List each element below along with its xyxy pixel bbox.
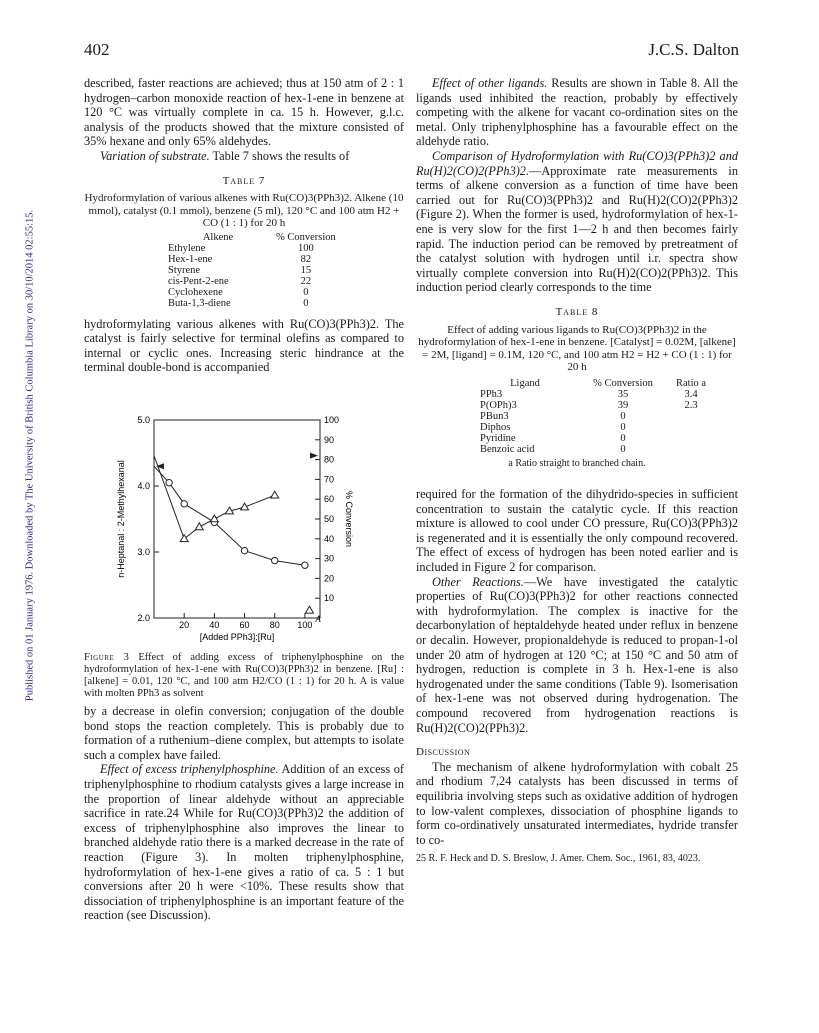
y2-axis-label: % Conversion: [344, 490, 354, 548]
table8-row: [476, 389, 710, 400]
table8-cell: 0: [620, 432, 626, 444]
table8-cell: 3.4: [684, 388, 698, 400]
triangle-series-line: [154, 456, 275, 539]
plot-frame: [154, 420, 320, 618]
right-paragraph-2: [416, 149, 738, 295]
table7-cell: cis-Pent-2-ene: [168, 275, 229, 287]
table7: [164, 232, 340, 309]
x-tick-label: 100: [297, 620, 313, 630]
right-paragraph-3: required for the formation of the dihydrido-species in sufficient concentration to sustain the catalytic cycle. If this reaction mixture is allowed to cool under CO pressure, Ru(CO)3(PPh3)2 is regenerated and it is essentially the only compound recovered. The effect of excess of hydrogen has been noted earlier and is included in Figure 2 for comparison.: [416, 487, 738, 575]
figure3: [84, 408, 404, 648]
right-paragraph-1: [416, 76, 738, 149]
left-column: [84, 76, 404, 375]
table7-row: [164, 265, 340, 276]
table8-caption: Table 8: [555, 305, 599, 318]
table7-cell: 100: [298, 242, 314, 254]
table8-row: [476, 411, 710, 422]
right-paragraph-2-text: —Approximate rate measurements in terms of alkene conversion as a function of time have been carried out for Ru(CO)3(PPh3)2 and Ru(H)2(CO)2(PPh3)2 (Figure 2). When the former is used, hydroformylation of hex-1-ene is very slow for the first 1—2 h and then becomes fairly rapid. The induction period can be removed by pretreatment of the catalyst solution with hydrogen until i.r. spectra show virtually complete conversion into Ru(H)2(CO)2(PPh3)2. This induction period clearly corresponds to the time: [416, 163, 738, 295]
y2-tick-label: 10: [324, 593, 335, 604]
table7-description: Hydroformylation of various alkenes with Ru(CO)3(PPh3)2. Alkene (10 mmol), catalyst (0.1 mmol), benzene (5 ml), 120 °C and 100 atm H2 + CO (1 : 1) for 20 h: [84, 192, 404, 230]
table8-cell: [672, 422, 710, 433]
x-axis-label: [Added PPh3]:[Ru]: [199, 632, 275, 642]
table8-cell: [672, 411, 710, 422]
right-paragraph-4: [416, 575, 738, 736]
table8-row: [476, 433, 710, 444]
discussion-heading: Discussion: [416, 746, 471, 759]
table8-cell: 0: [620, 421, 626, 433]
left-column-lower: [84, 704, 404, 923]
circle-point: [241, 547, 247, 553]
table7-caption: Table 7: [222, 174, 266, 187]
table7-cell: 15: [300, 264, 312, 276]
ligands-heading: Effect of other ligands.: [432, 76, 548, 90]
table8-cell: Pyridine: [480, 432, 516, 444]
substrate-heading: Variation of substrate.: [100, 148, 210, 163]
figure3-chart: [84, 408, 404, 648]
right-paragraph-4-text: —We have investigated the catalytic properties of Ru(CO)3(PPh3)2 for other reactions connected with hydroformylation. The complex is inactive for the decarbonylation of heptaldehyde heated under reflux in benzene or decalin. However, propionaldehyde is reduced to propan-1-ol under 20 atm of hydrogen at 120 °C; at 150 °C and 50 atm of hydrogen, reduction is complete in 3 h. Hex-1-ene is also hydrogenated under the same conditions (Table 9). Isomerisation of hex-1-ene was not observed during hydrogenation. The compound recovered from hydrogenation reactions is Ru(H)2(CO)2(PPh3)2.: [416, 574, 738, 735]
circle-point: [181, 501, 187, 507]
triangle-point: [271, 491, 279, 498]
left-paragraph-4: by a decrease in olefin conversion; conjugation of the double bond stops the reaction completely. This is probably due to formation of a ruthenium–diene complex, but attempts to isolate such a complex have failed.: [84, 704, 404, 762]
table8: [476, 378, 710, 455]
y-axis-label: n-Heptanal : 2-Methylhexanal: [116, 460, 126, 578]
table8-note: a Ratio straight to branched chain.: [508, 457, 646, 469]
figure3-caption-label: Figure 3: [84, 652, 130, 663]
table8-cell: [672, 444, 710, 455]
table8-header: % Conversion: [593, 377, 653, 389]
table7-row: [164, 254, 340, 265]
left-paragraph-1: described, faster reactions are achieved; thus at 150 atm of 2 : 1 hydrogen–carbon monoxide reaction of hex-1-ene in benzene at 120 °C was virtually complete in ca. 15 h. However, g.l.c. analysis of the products showed that the mixture consisted of 35% hexane and only 65% aldehydes.: [84, 76, 404, 149]
table8-header: Ligand: [510, 377, 540, 389]
table8-row: [476, 444, 710, 455]
table8-cell: PPh3: [480, 388, 503, 400]
table7-row: [164, 287, 340, 298]
table8-cell: 0: [620, 443, 626, 455]
table7-cell: 0: [303, 286, 309, 298]
table8-cell: Benzoic acid: [480, 443, 535, 455]
x-tick-label: 40: [209, 620, 220, 630]
table7-cell: Buta-1,3-diene: [168, 297, 231, 309]
table7-cell: Cyclohexene: [168, 286, 223, 298]
right-axis-arrow: [310, 453, 318, 459]
journal-name: J.C.S. Dalton: [648, 40, 739, 59]
left-paragraph-2-text: Table 7 shows the results of: [212, 148, 350, 163]
table7-cell: 0: [303, 297, 309, 309]
ppph3-heading: Effect of excess triphenylphosphine.: [100, 762, 279, 777]
y2-tick-label: 80: [324, 454, 335, 465]
y2-tick-label: 30: [324, 553, 335, 564]
table8-description: Effect of adding various ligands to Ru(CO)3(PPh3)2 in the hydroformylation of hex-1-ene in benzene. [Catalyst] = 0.02M, [alkene] = 2M, [ligand] = 0.1M, 120 °C, and 100 atm H2 = H2 + CO (1 : 1) for 20 h: [418, 323, 736, 373]
table8-cell: 0: [620, 410, 626, 422]
table8-cell: [672, 433, 710, 444]
annotation-a-marker: [305, 606, 313, 613]
y-tick-label: 4.0: [137, 481, 150, 491]
table7-cell: Ethylene: [168, 242, 206, 254]
table7-row: [164, 276, 340, 287]
table7-cell: 82: [300, 253, 312, 265]
table8-cell: 39: [617, 399, 629, 411]
left-paragraph-5-text: Addition of an excess of triphenylphosphine to rhodium catalysts gives a large increase in the proportion of linear aldehyde without an appreciable sacrifice in rate.24 While for Ru(CO)3(PPh3)2 the addition of excess of triphenylphosphine also improves the linear to branched aldehyde ratio there is a marked decrease in the rate of reaction (Figure 3). In molten triphenylphosphine, hydroformylation of hex-1-ene gives a ratio of ca. 5 : 1 but conversions after 20 h were <10%. These results show that dissociation of triphenylphosphine is an important feature of the reaction (see Discussion).: [84, 762, 404, 923]
figure3-caption: [84, 652, 404, 700]
left-paragraph-2: [84, 149, 404, 164]
x-tick-label: 20: [179, 620, 190, 630]
table8-cell: Diphos: [480, 421, 511, 433]
table8-cell: PBun3: [480, 410, 509, 422]
y2-tick-label: 60: [324, 494, 335, 505]
triangle-point: [210, 515, 218, 522]
sidebar-provenance: Published on 01 January 1976. Downloaded by The University of British Columbia Library on 30/10/2014 02:55:15.: [24, 209, 36, 702]
right-column: [416, 76, 738, 865]
table7-header: % Conversion: [276, 231, 336, 243]
table8-cell: 2.3: [684, 399, 698, 411]
left-paragraph-3: hydroformylating various alkenes with Ru(CO)3(PPh3)2. The catalyst is fairly selective for terminal olefins as compared to internal or cyclic ones. Increasing steric hindrance at the terminal double-bond is accompanied: [84, 316, 404, 375]
y2-tick-label: 90: [324, 434, 335, 445]
circle-point: [302, 562, 308, 568]
annotation-a-label: A: [315, 614, 321, 625]
y-tick-label: 3.0: [137, 547, 150, 557]
triangle-point: [180, 535, 188, 542]
footnote: 25 R. F. Heck and D. S. Breslow, J. Amer. Chem. Soc., 1961, 83, 4023.: [416, 853, 701, 865]
page-number: 402: [84, 40, 110, 59]
circle-series-line: [154, 466, 305, 565]
y2-tick-label: 70: [324, 474, 335, 485]
y2-tick-label: 20: [324, 573, 335, 584]
y-tick-label: 5.0: [137, 415, 150, 425]
table8-header: Ratio a: [676, 377, 707, 389]
y2-tick-label: 40: [324, 533, 335, 544]
table8-row: [476, 422, 710, 433]
table8-row: [476, 400, 710, 411]
x-tick-label: 80: [269, 620, 280, 630]
right-paragraph-5: The mechanism of alkene hydroformylation with cobalt 25 and rhodium 7,24 catalysts has been discussed in terms of equilibria involving steps such as oxidative addition of hydrogen to low-valent complexes, dissociation of phosphine ligands to form co-ordinatively unsaturated intermediates, hydride transfer to co-: [416, 759, 738, 847]
table7-row: [164, 298, 340, 309]
y2-tick-label: 50: [324, 514, 335, 524]
y2-tick-label: 100: [324, 415, 340, 425]
circle-point: [166, 480, 172, 486]
table7-cell: Styrene: [168, 264, 201, 276]
y-tick-label: 2.0: [137, 613, 150, 623]
left-paragraph-5: [84, 762, 404, 923]
comparison-heading: Comparison of Hydroformylation with Ru(CO)3(PPh3)2 and Ru(H)2(CO)2(PPh3)2.: [416, 148, 738, 178]
table7-header: Alkene: [202, 231, 234, 243]
circle-point: [272, 557, 278, 563]
figure3-caption-text: Effect of adding excess of triphenylphosphine on the hydroformylation of hex-1-ene with Ru(CO)3(PPh3)2 in benzene. [Ru] : [alkene] = 0.01, 120 °C, and 100 atm H2/CO (1 : 1) for 20 h. A is value with molten PPh3 as solvent: [84, 652, 404, 699]
table8-cell: P(OPh)3: [480, 399, 517, 411]
triangle-point: [195, 523, 203, 530]
x-tick-label: 60: [239, 620, 250, 630]
right-paragraph-1-text: Results are shown in Table 8. All the ligands used inhibited the reaction, probably by effectively competing with the alkene for vacant co-ordination sites on the metal. Only triphenylphosphine has a favourable effect on the aldehyde ratio.: [416, 76, 738, 149]
other-reactions-heading: Other Reactions.: [432, 574, 524, 589]
table7-cell: 22: [300, 275, 312, 287]
table8-cell: 35: [617, 388, 629, 400]
table7-row: [164, 243, 340, 254]
table7-cell: Hex-1-ene: [168, 253, 213, 265]
